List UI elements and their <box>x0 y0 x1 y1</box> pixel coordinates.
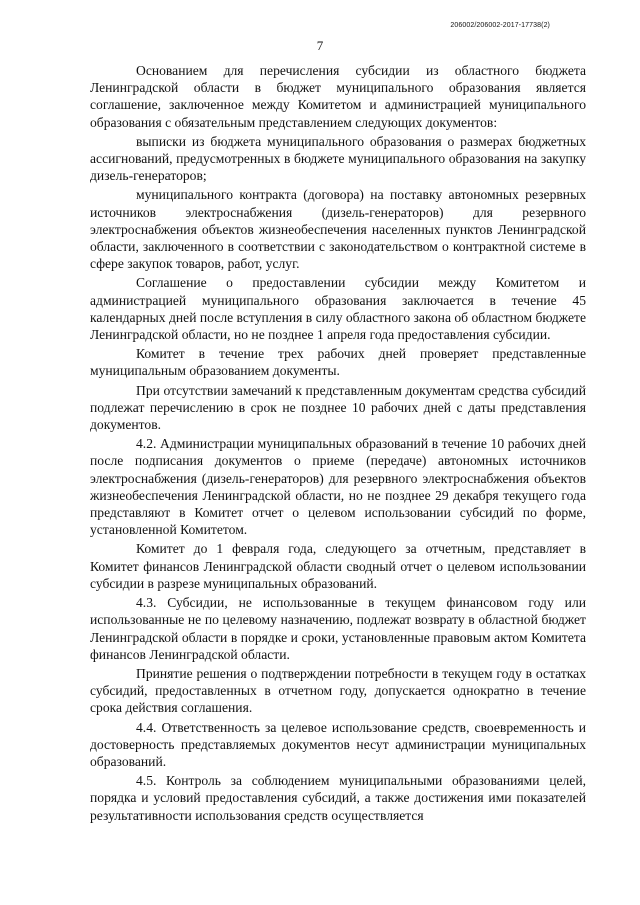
paragraph-committee-check: Комитет в течение трех рабочих дней проверяет представленные муниципальным образованием документы. <box>90 346 586 379</box>
paragraph-committee-report: Комитет до 1 февраля года, следующего за отчетным, представляет в Комитет финансов Ленинградской области сводный отчет о целевом использовании субсидии в разрезе муниципальных образований. <box>90 541 586 591</box>
paragraph-4-3: 4.3. Субсидии, не использованные в текущем финансовом году или использованные не по целевому назначению, подлежат возврату в областной бюджет Ленинградской области в порядке и сроки, установленные правовым актом Комитета финансов Ленинградской области. <box>90 595 586 662</box>
paragraph-agreement: Соглашение о предоставлении субсидии между Комитетом и администрацией муниципального образования заключается в течение 45 календарных дней после вступления в силу областного закона об областном бюджете Ленинградской области, но не позднее 1 апреля года предоставления субсидии. <box>90 275 586 343</box>
paragraph-4-4: 4.4. Ответственность за целевое использование средств, своевременность и достоверность представляемых документов несут администрации муниципальных образований. <box>90 719 586 769</box>
paragraph-4-5: 4.5. Контроль за соблюдением муниципальными образованиями целей, порядка и условий предоставления субсидий, а также достижения ими показателей результативности использования средств осуществляется <box>90 773 586 823</box>
paragraph-budget-extract: выписки из бюджета муниципального образования о размерах бюджетных ассигнований, предусмотренных в бюджете муниципального образования на закупку дизель-генераторов; <box>90 133 586 184</box>
document-id: 206002/206002-2017-17738(2) <box>450 22 550 29</box>
paragraph-municipal-contract: муниципального контракта (договора) на поставку автономных резервных источников электроснабжения (дизель-генераторов) для резервного электроснабжения объектов жизнеобеспечения населенных пунктов Ленинградской области, заключенного в соответствии с законодательством о контрактной системе в сфере закупок товаров, работ, услуг. <box>90 187 586 272</box>
document-body <box>90 62 586 824</box>
page-number: 7 <box>316 38 324 53</box>
paragraph-decision: Принятие решения о подтверждении потребности в текущем году в остатках субсидий, предоставленных в отчетном году, допускается однократно в течение срока действия соглашения. <box>90 665 586 716</box>
paragraph-4-2: 4.2. Администрации муниципальных образований в течение 10 рабочих дней после подписания документов о приеме (передаче) автономных источников электроснабжения (дизель-генераторов) для резервного электроснабжения объектов жизнеобеспечения Ленинградской области, но не позднее 29 декабря текущего года представляют в Комитет отчет о целевом использовании субсидий по форме, установленной Комитетом. <box>90 436 586 538</box>
paragraph-no-remarks: При отсутствии замечаний к представленным документам средства субсидий подлежат перечислению в срок не позднее 10 рабочих дней с даты представления документов. <box>90 382 586 433</box>
paragraph-basis: Основанием для перечисления субсидии из областного бюджета Ленинградской области в бюджет муниципального образования является соглашение, заключенное между Комитетом и администрацией муниципального образования с обязательным представлением следующих документов: <box>90 63 586 130</box>
